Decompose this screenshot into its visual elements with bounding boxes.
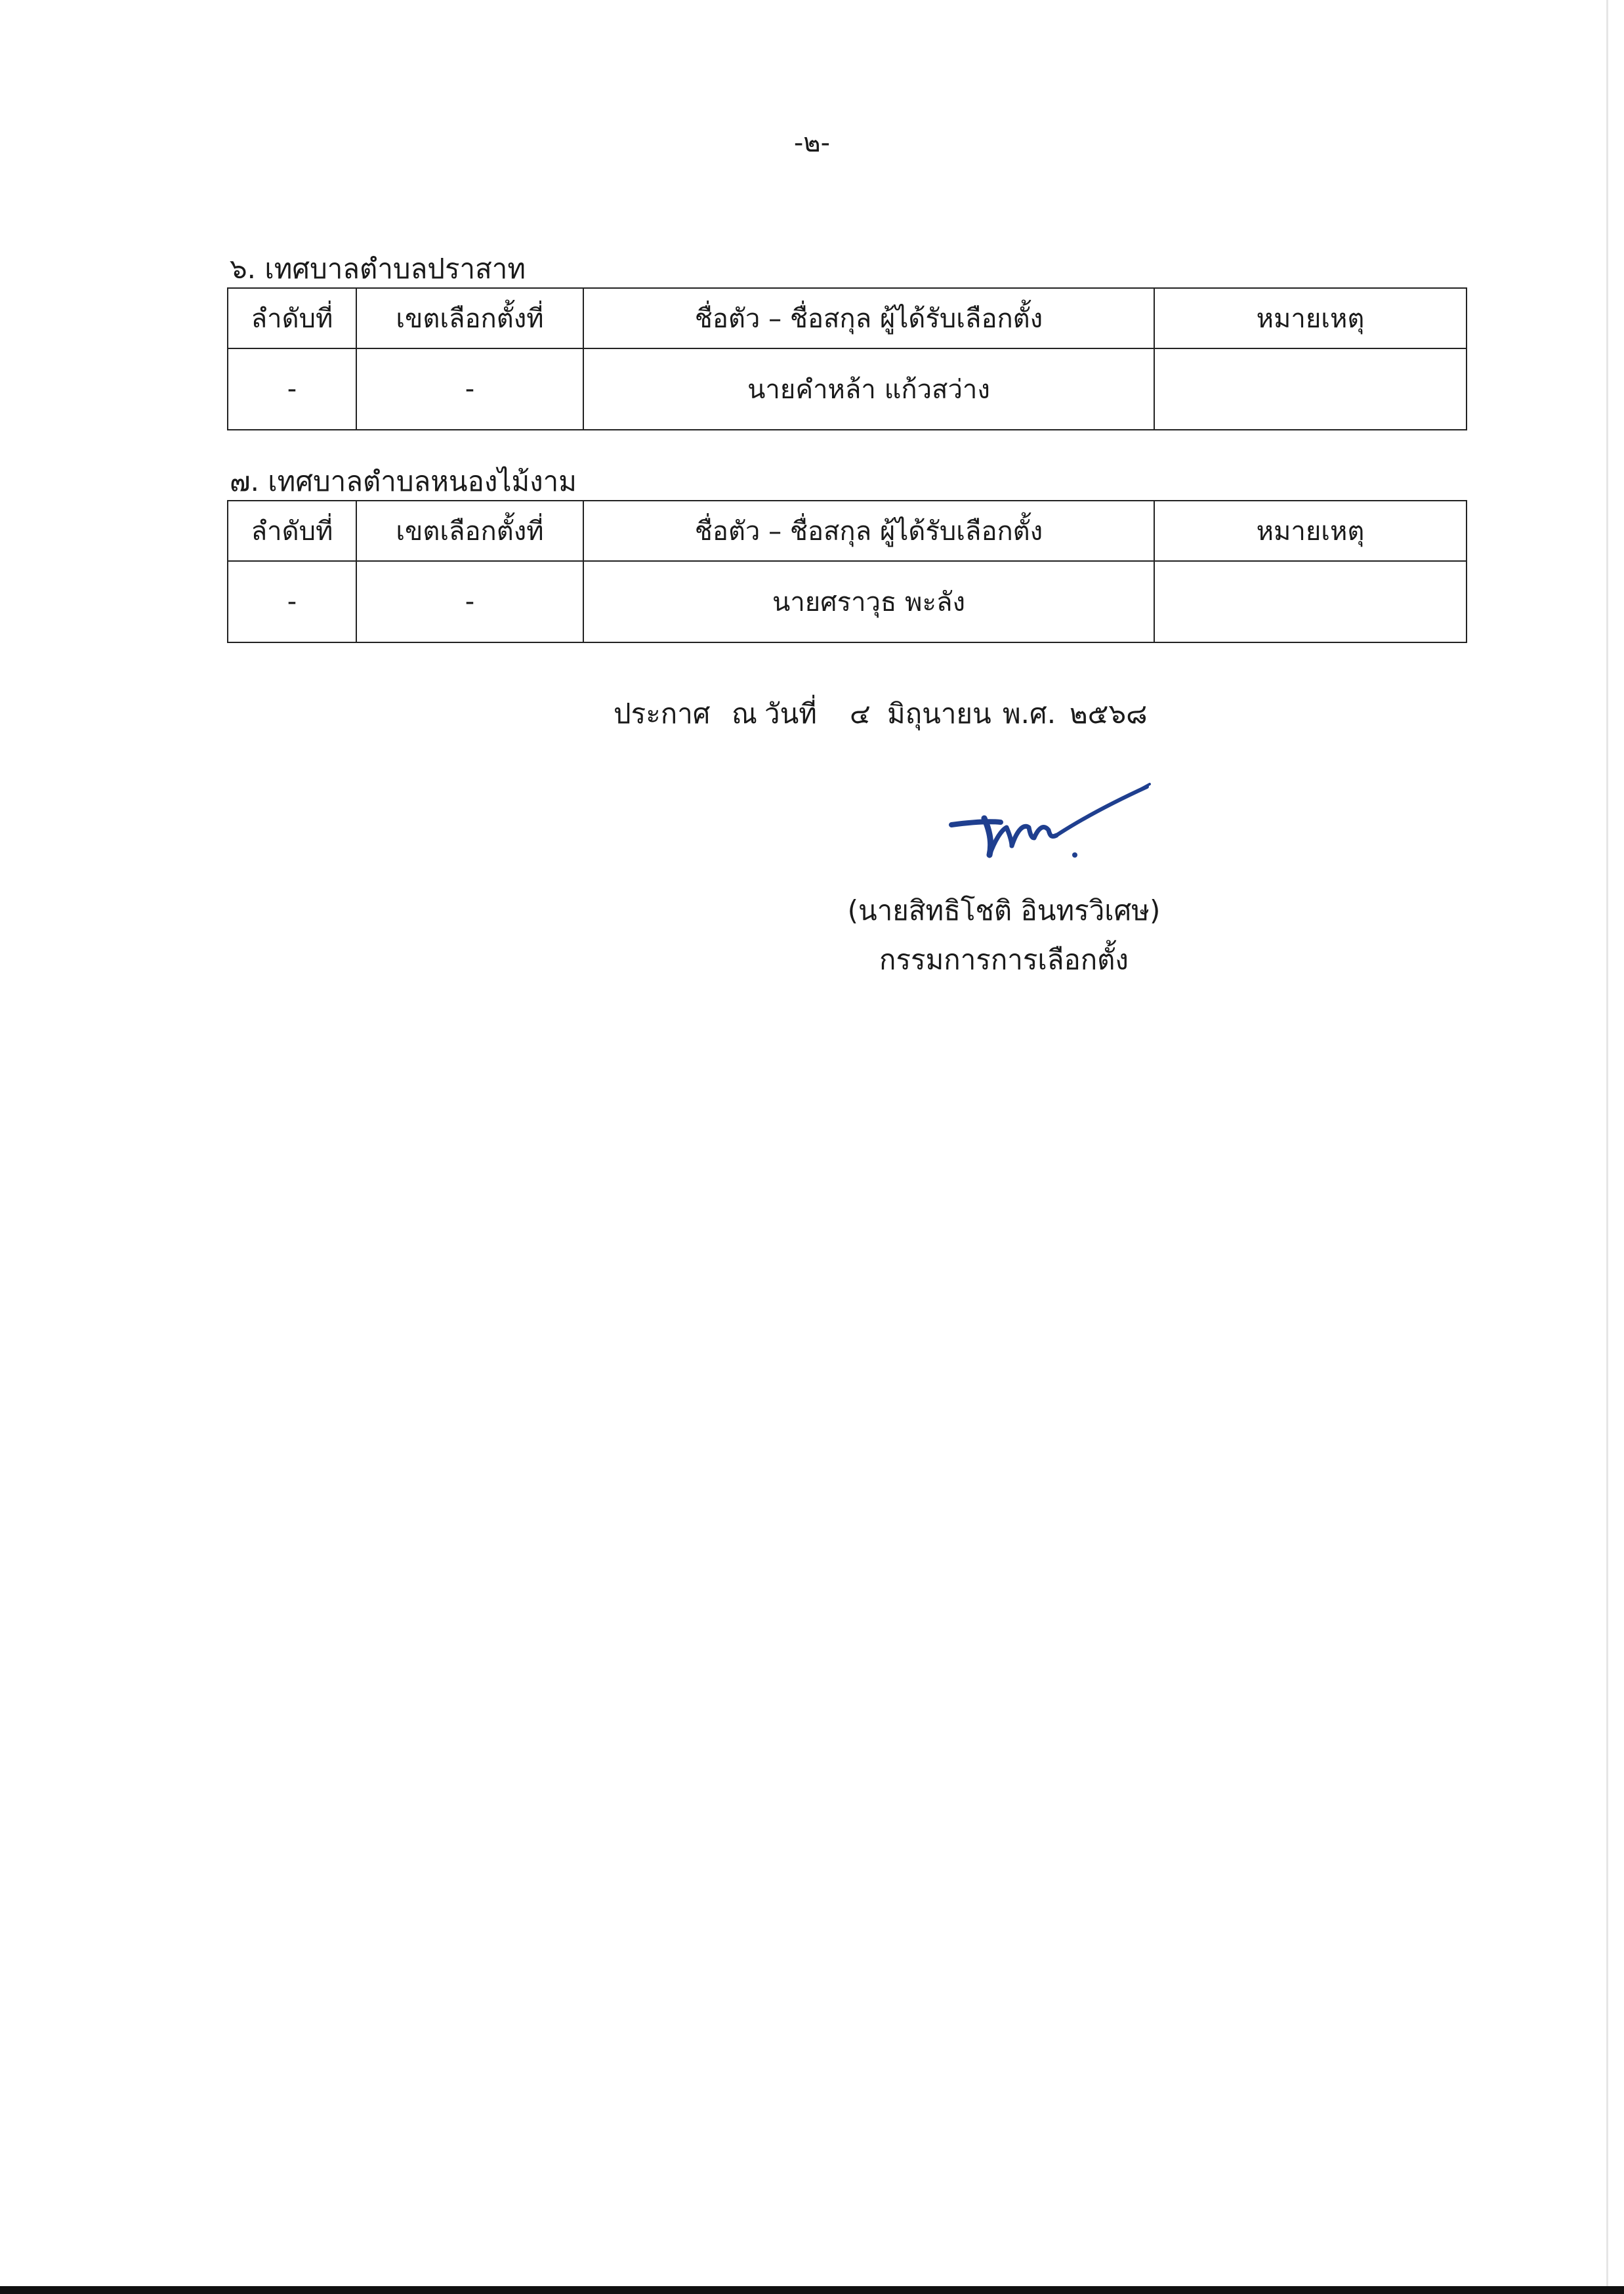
page-number: -๒- (793, 128, 831, 158)
signature-dot (1072, 852, 1077, 858)
signature-image (938, 778, 1161, 863)
section-title: ๖. เทศบาลตำบลปราสาท (230, 253, 526, 285)
announcement-at: ณ (732, 698, 757, 730)
announcement-date-label: วันที่ (764, 698, 817, 730)
header-name: ชื่อตัว – ชื่อสกุล ผู้ได้รับเลือกตั้ง (583, 288, 1154, 348)
cell-note (1154, 348, 1467, 430)
table-header-row (228, 501, 1467, 561)
section-prasat (227, 251, 1466, 430)
table-header-row (228, 288, 1467, 348)
table-row (228, 561, 1467, 642)
header-order: ลำดับที่ (228, 288, 356, 348)
header-note: หมายเหตุ (1154, 501, 1467, 561)
header-note: หมายเหตุ (1154, 288, 1467, 348)
cell-order: - (228, 561, 356, 642)
section-title: ๗. เทศบาลตำบลหนองไม้งาม (230, 465, 577, 497)
scan-edge-line (1606, 0, 1608, 2286)
header-zone: เขตเลือกตั้งที่ (356, 501, 583, 561)
section-nong-mai-ngam (227, 463, 1466, 643)
header-order: ลำดับที่ (228, 501, 356, 561)
result-table (227, 287, 1467, 430)
cell-zone: - (356, 561, 583, 642)
signer-name: (นายสิทธิโชติ อินทรวิเศษ) (847, 894, 1161, 927)
table-row (228, 348, 1467, 430)
announcement-year: ๒๕๖๘ (1070, 698, 1148, 730)
cell-order: - (228, 348, 356, 430)
header-zone: เขตเลือกตั้งที่ (356, 288, 583, 348)
cell-note (1154, 561, 1467, 642)
announcement-day: ๔ (850, 698, 871, 730)
result-table (227, 500, 1467, 643)
signer-position: กรรมการการเลือกตั้ง (879, 944, 1129, 976)
cell-name: นายศราวุธ พะลัง (583, 561, 1154, 642)
scan-bottom-edge (0, 2286, 1624, 2294)
cell-name: นายคำหล้า แก้วสว่าง (583, 348, 1154, 430)
announcement-era: พ.ศ. (1003, 698, 1056, 730)
announcement-month: มิถุนายน (887, 698, 991, 730)
header-name: ชื่อตัว – ชื่อสกุล ผู้ได้รับเลือกตั้ง (583, 501, 1154, 561)
cell-zone: - (356, 348, 583, 430)
announcement-prefix: ประกาศ (614, 698, 711, 730)
